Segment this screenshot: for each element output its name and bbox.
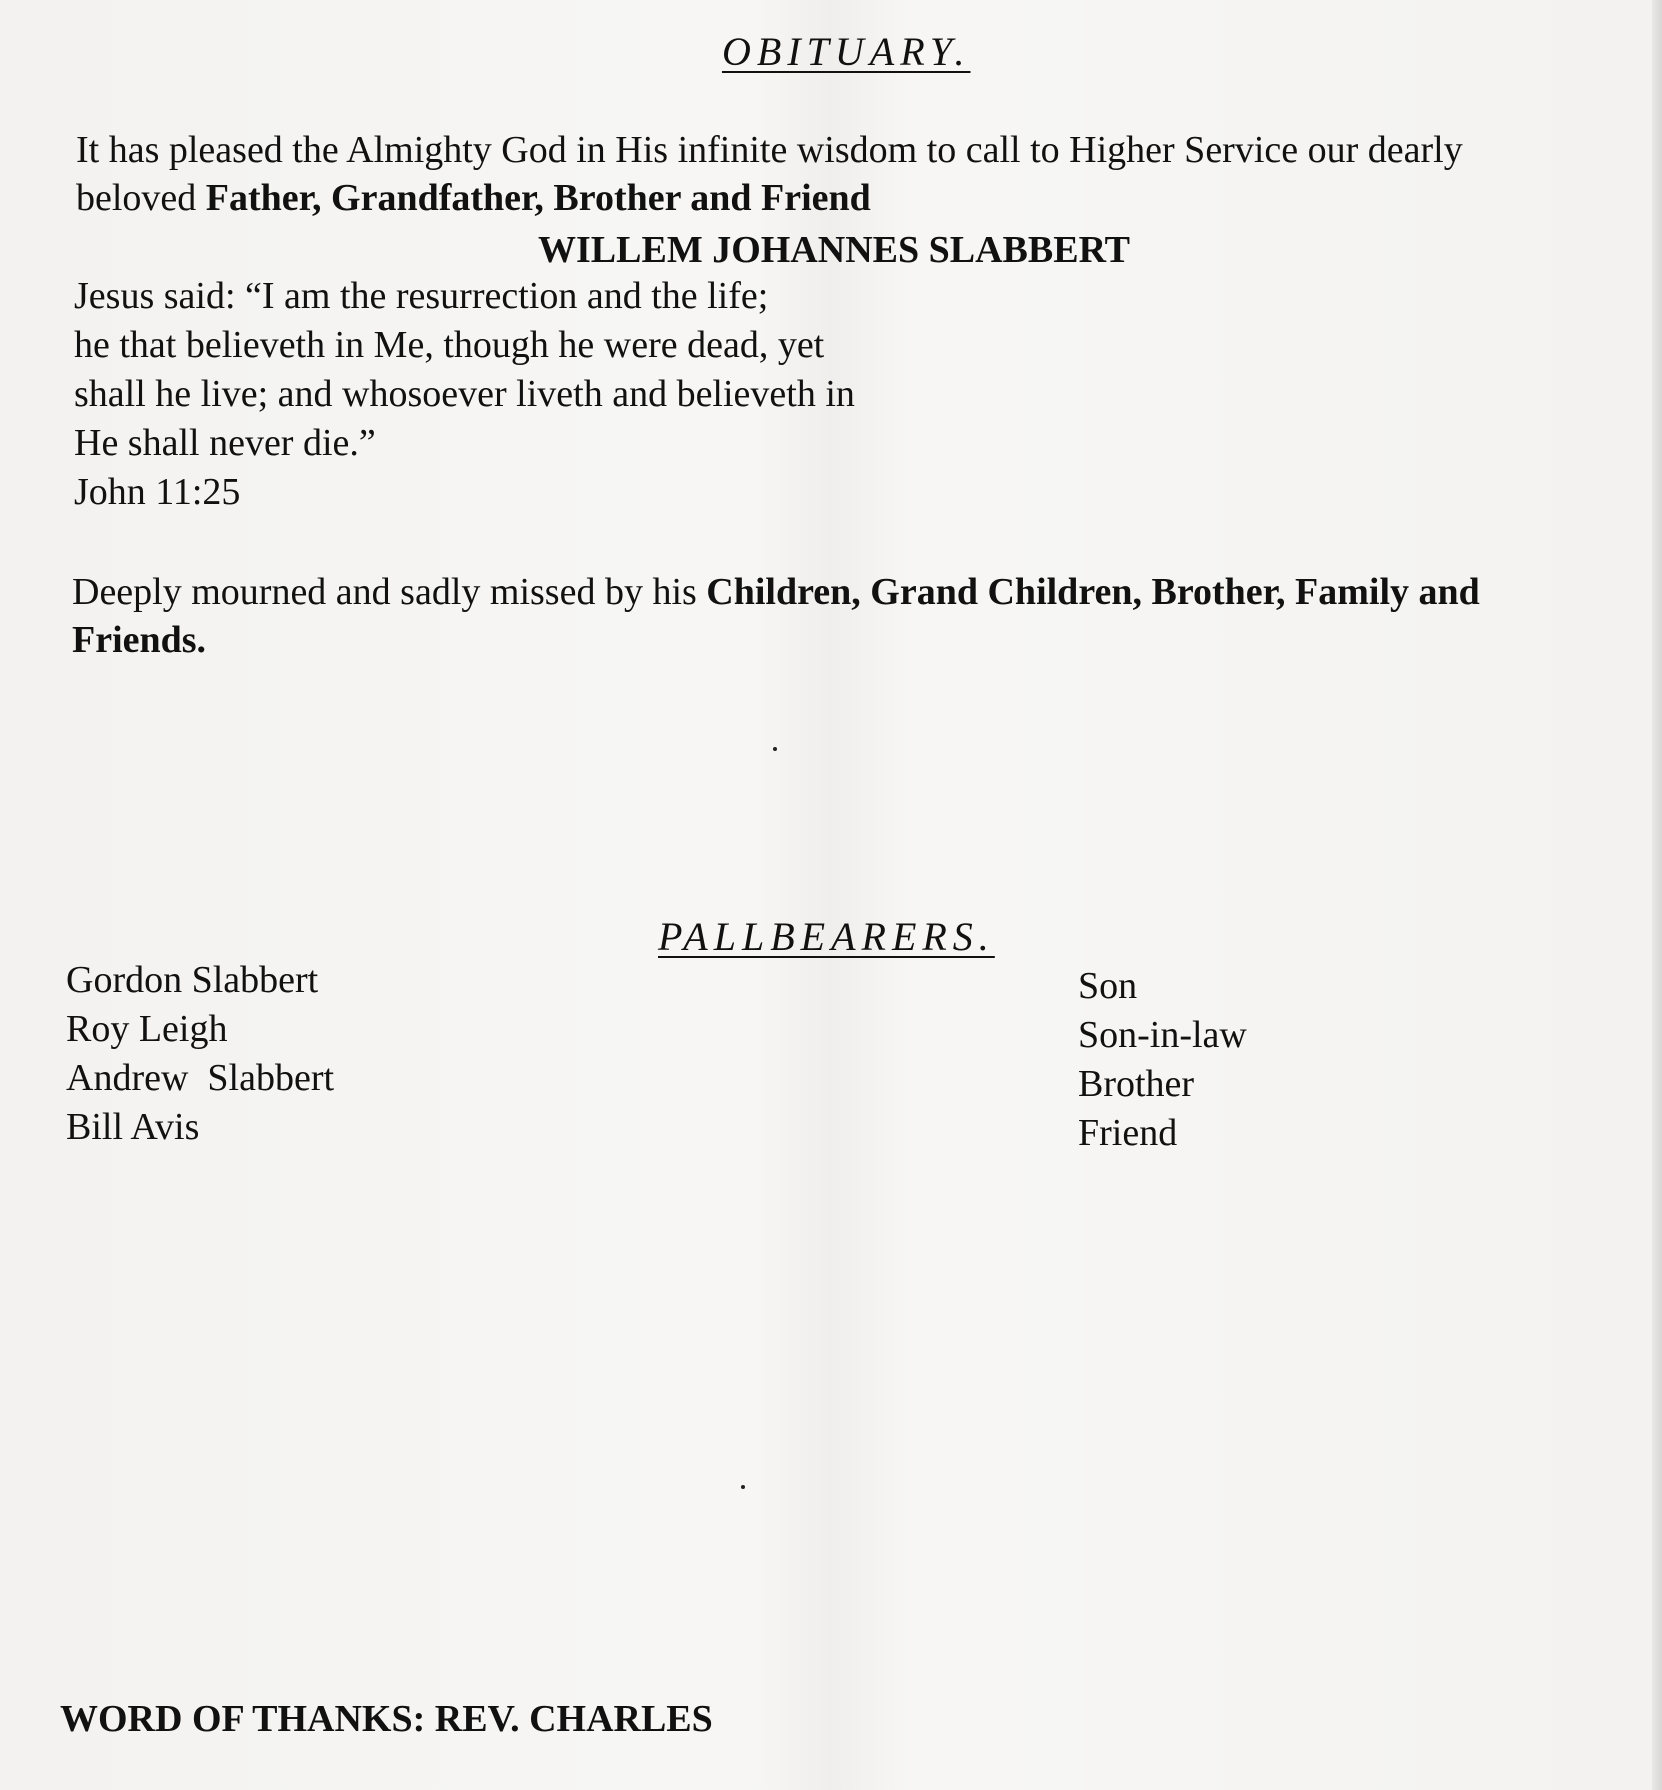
verse-line: Jesus said: “I am the resurrection and the life; [74, 275, 769, 317]
page-edge [1652, 0, 1662, 1790]
pallbearer-relation: Son-in-law [1078, 1014, 1247, 1056]
pallbearer-name: Gordon Slabbert [66, 959, 319, 1001]
pallbearer-names [66, 956, 334, 1152]
paper-speck [741, 1485, 745, 1489]
pallbearer-relations [1078, 962, 1247, 1158]
paper-speck [773, 747, 777, 751]
verse-line: He shall never die.” [74, 422, 376, 464]
intro-line-1: It has pleased the Almighty God in His infinite wisdom to call to Higher Service our dearly [76, 129, 1463, 171]
mourned-prefix: Deeply mourned and sadly missed by his [72, 571, 707, 613]
scripture-verse [74, 272, 855, 517]
word-of-thanks: WORD OF THANKS: REV. CHARLES [60, 1698, 713, 1740]
mourned-statement [72, 568, 1480, 664]
intro-line-2-prefix: beloved [76, 177, 206, 219]
deceased-name: WILLEM JOHANNES SLABBERT [538, 229, 1131, 271]
verse-reference: John 11:25 [74, 471, 241, 513]
pallbearer-relation: Friend [1078, 1112, 1178, 1154]
pallbearer-relation: Son [1078, 965, 1138, 1007]
mourned-bold-line-2: Friends. [72, 619, 207, 661]
verse-line: shall he live; and whosoever liveth and believeth in [74, 373, 855, 415]
pallbearer-name: Andrew Slabbert [66, 1057, 335, 1099]
pallbearer-name: Bill Avis [66, 1106, 200, 1148]
obituary-intro [76, 126, 1463, 222]
pallbearers-heading: PALLBEARERS. [658, 914, 995, 959]
pallbearer-name: Roy Leigh [66, 1008, 228, 1050]
mourned-bold-line-1: Children, Grand Children, Brother, Family and [706, 571, 1480, 613]
intro-line-2-bold: Father, Grandfather, Brother and Friend [205, 177, 871, 219]
verse-line: he that believeth in Me, though he were dead, yet [74, 324, 825, 366]
obituary-heading: OBITUARY. [722, 29, 971, 74]
pallbearer-relation: Brother [1078, 1063, 1195, 1105]
